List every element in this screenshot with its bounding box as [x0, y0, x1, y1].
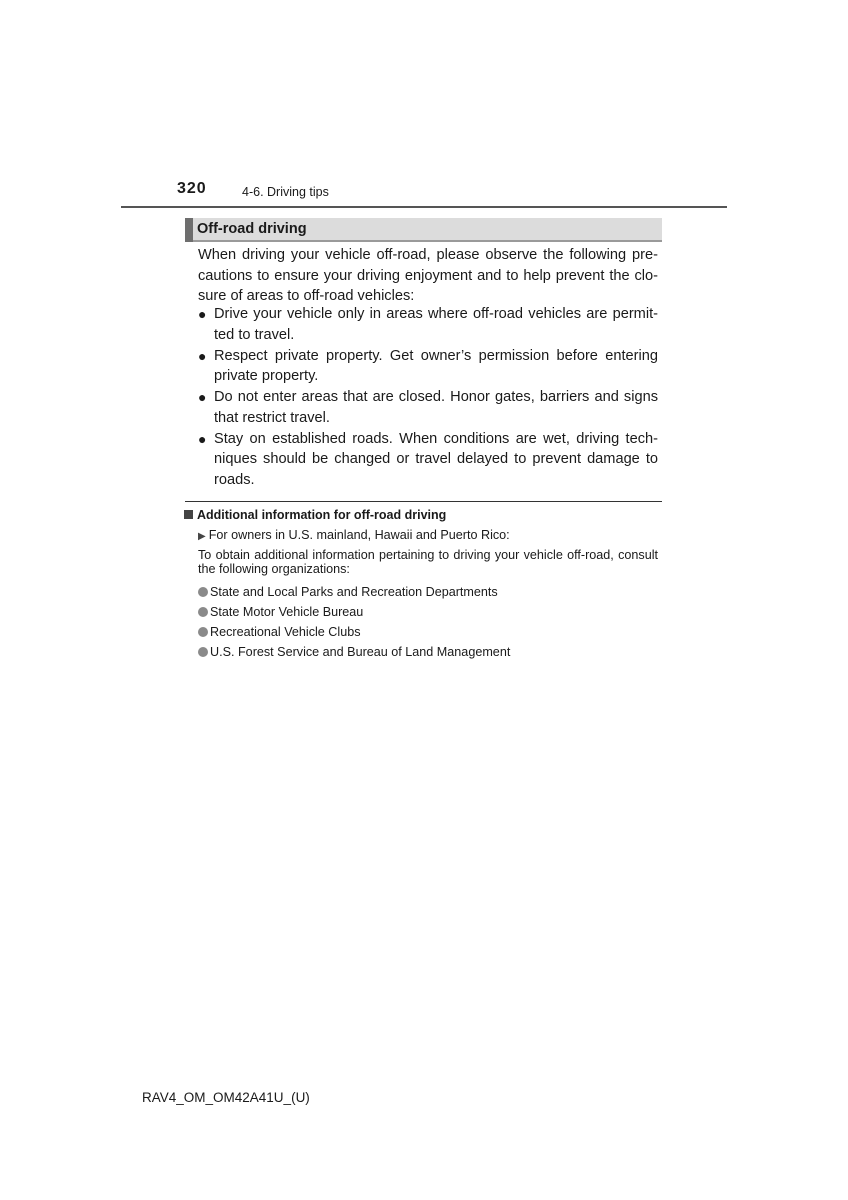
bullet-icon: ●: [198, 389, 207, 405]
additional-info-heading: [184, 508, 446, 522]
list-item: [198, 304, 658, 345]
bullet-icon: ●: [198, 430, 207, 447]
organization-name: Recreational Vehicle Clubs: [210, 625, 361, 639]
list-item: [198, 582, 510, 602]
list-item: [198, 622, 510, 642]
list-item: [198, 642, 510, 662]
list-item: [198, 429, 658, 491]
header-rule: [121, 206, 727, 208]
bullet-text: Drive your vehicle only in areas where off-road vehicles are permit-ted to travel.: [214, 306, 658, 343]
bullet-text: Stay on established roads. When conditions are wet, driving tech-niques should be changed or travel delayed to prevent damage to roads.: [214, 430, 658, 488]
bullet-icon: [198, 607, 208, 617]
owner-note: [198, 528, 658, 544]
consult-paragraph: To obtain additional information pertaining to driving your vehicle off-road, consult the following organizations:: [198, 548, 658, 576]
bullet-icon: ●: [198, 347, 207, 364]
section-heading-bar: [185, 218, 662, 242]
chapter-title: 4-6. Driving tips: [242, 185, 329, 199]
triangle-right-icon: ▶: [198, 531, 206, 542]
subsection-rule: [185, 501, 662, 502]
list-item: [198, 387, 658, 428]
intro-paragraph: When driving your vehicle off-road, please observe the following pre-cautions to ensure your driving enjoyment and to help prevent the clo-sure of areas to off-road vehicles:: [198, 247, 658, 304]
square-bullet-icon: [184, 510, 193, 519]
organization-list: [198, 582, 510, 662]
section-title: Off-road driving: [197, 221, 307, 237]
bullet-text: Respect private property. Get owner’s permission before entering private property.: [214, 347, 658, 384]
section-accent-bar: [185, 218, 193, 242]
list-item: [198, 602, 510, 622]
organization-name: U.S. Forest Service and Bureau of Land Management: [210, 645, 511, 659]
footer-doc-code: RAV4_OM_OM42A41U_(U): [142, 1090, 310, 1105]
organization-name: State and Local Parks and Recreation Departments: [210, 585, 498, 599]
organization-name: State Motor Vehicle Bureau: [210, 605, 364, 619]
additional-info-heading-text: Additional information for off-road driving: [197, 508, 447, 522]
owner-note-text: For owners in U.S. mainland, Hawaii and Puerto Rico:: [208, 528, 510, 542]
bullet-icon: ●: [198, 306, 207, 322]
bullet-text: Do not enter areas that are closed. Honor gates, barriers and signs that restrict travel.: [214, 389, 658, 426]
bullet-list: [198, 304, 658, 491]
page-number: 320: [177, 180, 207, 197]
bullet-icon: [198, 627, 208, 637]
bullet-icon: [198, 647, 208, 657]
list-item: [198, 346, 658, 387]
bullet-icon: [198, 587, 208, 597]
